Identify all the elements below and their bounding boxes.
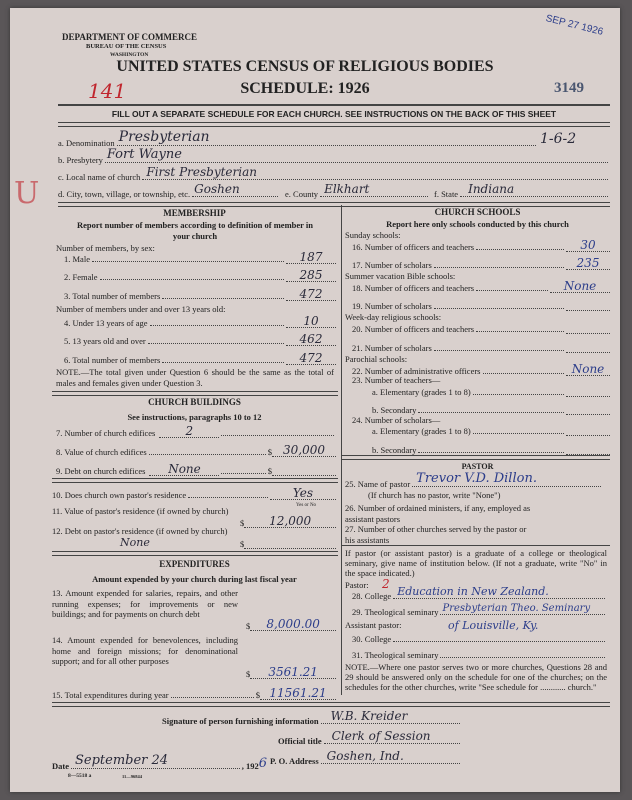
membership-row-total-2[interactable]: 6. Total number of members 472	[64, 354, 336, 365]
assistant-pastor-label: Assistant pastor:	[345, 620, 402, 630]
buildings-row-residence-debt[interactable]: $	[240, 538, 336, 549]
sunday-schools-label: Sunday schools:	[345, 230, 401, 240]
buildings-row-pastor-residence[interactable]: 10. Does church own pastor's residence Yes	[52, 489, 336, 500]
code-value: 1-6-2	[540, 131, 577, 147]
membership-heading: MEMBERSHIP	[163, 208, 226, 218]
schools-row-23b[interactable]: b. Secondary	[372, 404, 610, 415]
q12-label: 12. Debt on pastor's residence (if owned by church)	[52, 526, 228, 536]
signature-field[interactable]: Signature of person furnishing information W.B. Kreider	[162, 716, 462, 726]
divider	[342, 455, 610, 460]
membership-row-female[interactable]: 2. Female 285	[64, 271, 336, 282]
divider	[52, 478, 338, 483]
q11-label: 11. Value of pastor's residence (if owned by church)	[52, 506, 229, 516]
expenditure-row-benevolences[interactable]: $ 3561.21	[246, 668, 336, 679]
schools-row-20[interactable]: 20. Number of officers and teachers	[352, 323, 610, 334]
q14-label: 14. Amount expended for benevolences, including home and foreign missions; for denominational support; and for all other purposes	[52, 635, 238, 666]
city-value: Goshen	[194, 182, 240, 196]
department-label: DEPARTMENT OF COMMERCE	[62, 32, 198, 42]
q23-label: 23. Number of teachers—	[352, 375, 441, 385]
pastor-name-field[interactable]: 25. Name of pastor Trevor V.D. Dillon.	[345, 479, 603, 489]
divider	[52, 391, 338, 396]
local-name-field[interactable]: c. Local name of church First Presbyterian	[58, 172, 610, 182]
q24-label: 24. Number of scholars—	[352, 415, 441, 425]
college-field[interactable]: 28. College Education in New Zealand.	[352, 591, 607, 601]
stamp-number: 3149	[554, 80, 584, 96]
membership-row-male[interactable]: 1. Male 187	[64, 253, 336, 264]
schools-row-18[interactable]: 18. Number of officers and teachers None	[352, 282, 610, 293]
print-code: 11—96844	[122, 774, 143, 779]
yes-no-hint: Yes or No	[296, 503, 317, 508]
signature-value: W.B. Kreider	[330, 709, 408, 723]
divider	[52, 551, 338, 556]
divider	[342, 545, 610, 546]
schools-row-24b[interactable]: b. Secondary	[372, 444, 610, 455]
seminary-value: Presbyterian Theo. Seminary	[442, 603, 591, 614]
schools-row-19[interactable]: 19. Number of scholars	[352, 300, 610, 311]
college-value: Education in New Zealand.	[397, 585, 549, 598]
schools-row-21[interactable]: 21. Number of scholars	[352, 342, 610, 353]
state-value: Indiana	[468, 182, 515, 196]
column-divider	[341, 205, 342, 695]
po-address-field[interactable]: P. O. Address Goshen, Ind.	[270, 756, 462, 766]
schools-subheading: Report here only schools conducted by this church	[386, 219, 569, 229]
official-title-field[interactable]: Official title Clerk of Session	[278, 736, 462, 746]
red-handwritten-number: 141	[88, 79, 127, 103]
date-field[interactable]: Date September 24 , 192 6	[52, 753, 267, 771]
buildings-row-value[interactable]: 8. Value of church edifices $ 30,000	[56, 446, 336, 457]
membership-row-total[interactable]: 3. Total number of members 472	[64, 290, 336, 301]
denomination-field[interactable]: a. Denomination Presbyterian	[58, 138, 538, 148]
instruction-banner: FILL OUT A SEPARATE SCHEDULE FOR EACH CHURCH. SEE INSTRUCTIONS ON THE BACK OF THIS SHEET	[111, 109, 557, 119]
q13-label: 13. Amount expended for salaries, repairs, and other running expenses; for improvements or new buildings; and for payments on church debt	[52, 588, 238, 619]
presbytery-field[interactable]: b. Presbytery Fort Wayne	[58, 155, 610, 165]
pastor-heading: PASTOR	[461, 462, 494, 471]
divider	[58, 104, 610, 106]
state-field[interactable]: f. State Indiana	[434, 189, 610, 199]
county-value: Elkhart	[324, 182, 370, 196]
schools-row-24a[interactable]: a. Elementary (grades 1 to 8)	[372, 425, 610, 436]
po-address-value: Goshen, Ind.	[326, 749, 404, 763]
q26-label[interactable]: 26. Number of ordained ministers, if any, employed as assistant pastors	[345, 503, 531, 524]
presbytery-value: Fort Wayne	[106, 147, 182, 162]
seminary-field[interactable]: 29. Theological seminary Presbyterian Theo. Seminary	[352, 607, 607, 617]
buildings-subheading: See instructions, paragraphs 10 to 12	[127, 412, 262, 422]
red-mark: 2	[382, 577, 390, 591]
official-title-value: Clerk of Session	[331, 729, 431, 743]
received-date-stamp: SEP 27 1926	[544, 13, 605, 38]
expenditures-subheading: Amount expended by your church during last fiscal year	[92, 574, 297, 584]
schools-row-16[interactable]: 16. Number of officers and teachers 30	[352, 241, 610, 252]
expenditures-heading: EXPENDITURES	[159, 559, 230, 569]
schools-row-17[interactable]: 17. Number of scholars 235	[352, 259, 610, 270]
buildings-heading: CHURCH BUILDINGS	[148, 397, 241, 407]
expenditure-row-total[interactable]: 15. Total expenditures during year $ 11561.21	[52, 689, 336, 700]
buildings-row-edifices[interactable]: 7. Number of church edifices 2	[56, 427, 336, 438]
document-title: UNITED STATES CENSUS OF RELIGIOUS BODIES	[116, 58, 494, 75]
graduate-instructions: If pastor (or assistant pastor) is a graduate of a college or theological seminary, give name of institution below. (If not a graduate, write "No" in the space indicated.)	[345, 548, 607, 578]
buildings-row-debt[interactable]: 9. Debt on church edifices None $	[56, 465, 336, 476]
assistant-college-field[interactable]: 30. College	[352, 634, 607, 644]
membership-subheading: Report number of members according to definition of member in your church	[76, 220, 313, 241]
pastor-note: NOTE.—Where one pastor serves two or more churches, Questions 28 and 29 should be answered only on the schedule for one of the churches; on the schedules for the other churches, write "See schedule for ............ church."	[345, 662, 607, 692]
local-name-value: First Presbyterian	[146, 165, 257, 179]
assistant-seminary-field[interactable]: 31. Theological seminary	[352, 650, 607, 660]
city-field[interactable]: d. City, town, village, or township, etc. Goshen	[58, 189, 280, 199]
divider	[52, 702, 610, 707]
schools-row-23a[interactable]: a. Elementary (grades 1 to 8)	[372, 386, 610, 397]
county-field[interactable]: e. County Elkhart	[285, 189, 430, 199]
membership-row-13-and-over[interactable]: 5. 13 years old and over 462	[64, 335, 336, 346]
denomination-value: Presbyterian	[118, 129, 210, 145]
membership-row-under-13[interactable]: 4. Under 13 years of age 10	[64, 317, 336, 328]
parochial-schools-label: Parochial schools:	[345, 354, 408, 364]
membership-note: NOTE.—The total given under Question 6 should be the same as the total of males and females given under Question 3.	[56, 367, 334, 388]
city-label: WASHINGTON	[110, 52, 149, 58]
residence-debt-value: None	[120, 536, 150, 549]
schools-row-22[interactable]: 22. Number of administrative officers None	[352, 365, 610, 376]
expenditure-row-running[interactable]: $ 8,000.00	[246, 620, 336, 631]
bureau-label: BUREAU OF THE CENSUS	[86, 43, 167, 50]
pastor-name-hint: (If church has no pastor, write "None")	[368, 490, 501, 500]
schools-heading: CHURCH SCHOOLS	[434, 207, 521, 217]
red-check-mark: U	[14, 176, 40, 211]
summer-schools-label: Summer vacation Bible schools:	[345, 271, 456, 281]
form-code: 8—5518 a	[68, 773, 92, 779]
seminary-location: of Louisville, Ky.	[448, 619, 539, 632]
pastor-label: Pastor:	[345, 580, 369, 590]
q27-label[interactable]: 27. Number of other churches served by the pastor or his assistants	[345, 524, 527, 545]
date-value: September 24	[75, 753, 169, 768]
members-by-sex-label: Number of members, by sex:	[56, 243, 155, 253]
administrative-officers-value: None	[571, 362, 605, 376]
buildings-row-residence-value[interactable]: $ 12,000	[240, 517, 336, 528]
pastor-name-value: Trevor V.D. Dillon.	[416, 471, 537, 486]
members-by-age-label: Number of members under and over 13 years old:	[56, 304, 226, 314]
weekday-schools-label: Week-day religious schools:	[345, 312, 442, 322]
divider	[58, 122, 610, 127]
year-digit: 6	[258, 756, 267, 771]
schedule-title: SCHEDULE: 1926	[240, 80, 370, 97]
